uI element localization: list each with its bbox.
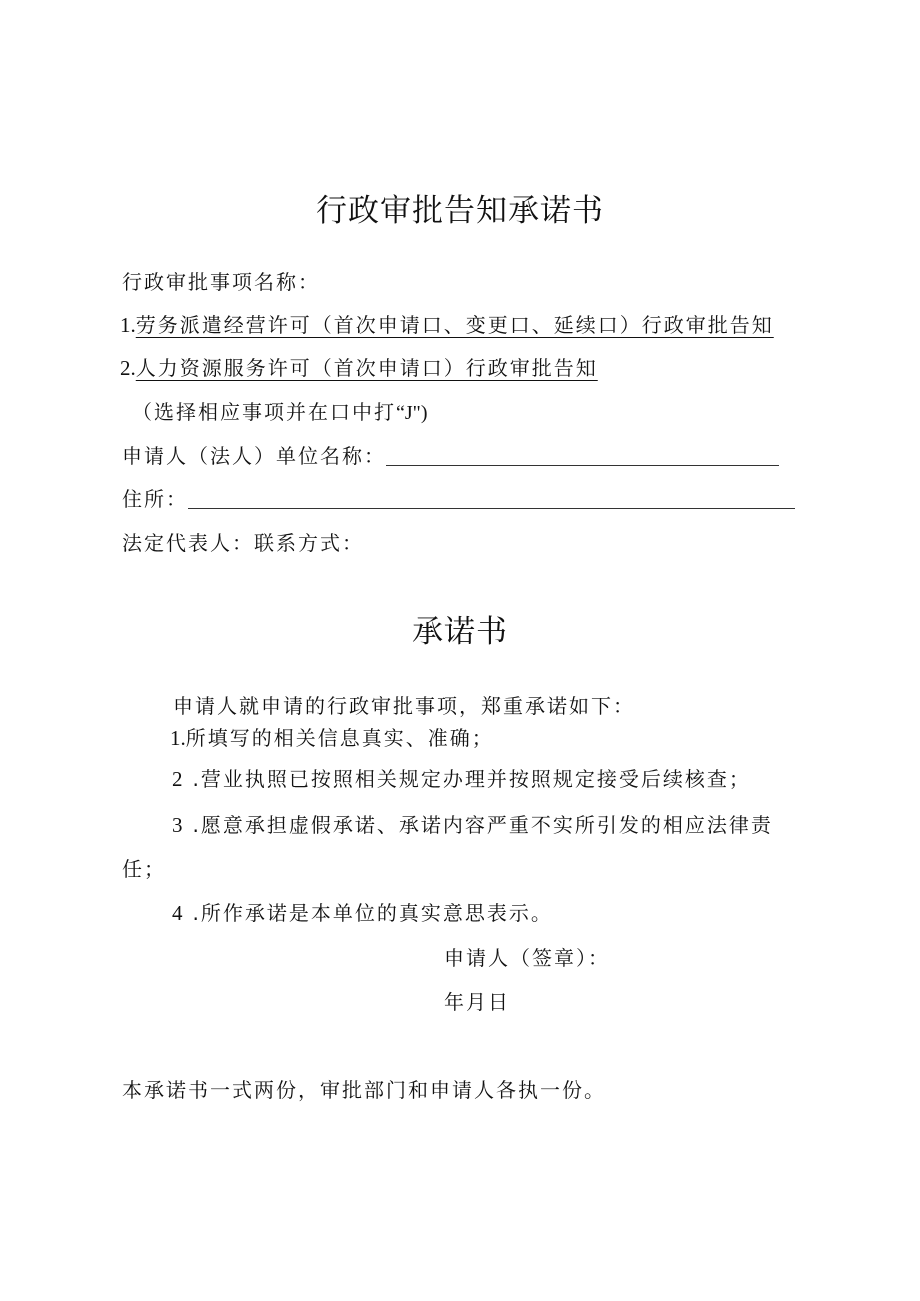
selection-note (132, 402, 427, 423)
applicant-field (122, 446, 779, 466)
pledge-item (170, 728, 494, 749)
representative-label: 法定代表人：联系方式： (122, 531, 364, 555)
list-item (120, 315, 774, 336)
pledge-number: 2 (172, 767, 183, 791)
pledge-number: 4 (172, 901, 183, 925)
pledge-text: .愿意承担虚假承诺、承诺内容严重不实所引发的相应法律责 (192, 813, 773, 837)
applicant-label: 申请人（法人）单位名称： (122, 444, 386, 468)
pledge-number: 3 (172, 813, 183, 837)
pledge-item (172, 903, 553, 924)
pledge-title: 承诺书 (412, 614, 508, 650)
date-label: 年月日 (444, 990, 510, 1014)
address-blank[interactable] (188, 490, 795, 509)
address-field (122, 489, 795, 509)
selection-note-text: （选择相应事项并在口中打 (132, 400, 396, 424)
pledge-text: .营业执照已按照相关规定办理并按照规定接受后续核查； (192, 767, 751, 791)
pledge-item (172, 815, 773, 836)
pledge-intro: 申请人就申请的行政审批事项，郑重承诺如下： (173, 694, 635, 718)
item-text: 劳务派遣经营许可（首次申请口、变更口、延续口）行政审批告知 (135, 313, 774, 337)
pledge-continuation: 任； (122, 857, 166, 881)
list-item (120, 358, 598, 379)
page-title: 行政审批告知承诺书 (316, 193, 604, 229)
pledge-text: .所作承诺是本单位的真实意思表示。 (192, 901, 553, 925)
item-text: 人力资源服务许可（首次申请口）行政审批告知 (135, 356, 598, 380)
item-label: 行政审批事项名称： (122, 270, 320, 294)
signature-label: 申请人（签章）： (444, 946, 610, 970)
item-number: 1. (120, 313, 136, 337)
applicant-name-blank[interactable] (386, 447, 779, 466)
selection-note-mark: “J") (396, 402, 428, 424)
item-number: 2. (120, 356, 136, 380)
footer-note: 本承诺书一式两份，审批部门和申请人各执一份。 (122, 1078, 606, 1102)
pledge-number: 1. (170, 726, 186, 750)
pledge-text: 所填写的相关信息真实、准确； (185, 726, 494, 750)
address-label: 住所： (122, 487, 188, 511)
pledge-item (172, 769, 751, 790)
